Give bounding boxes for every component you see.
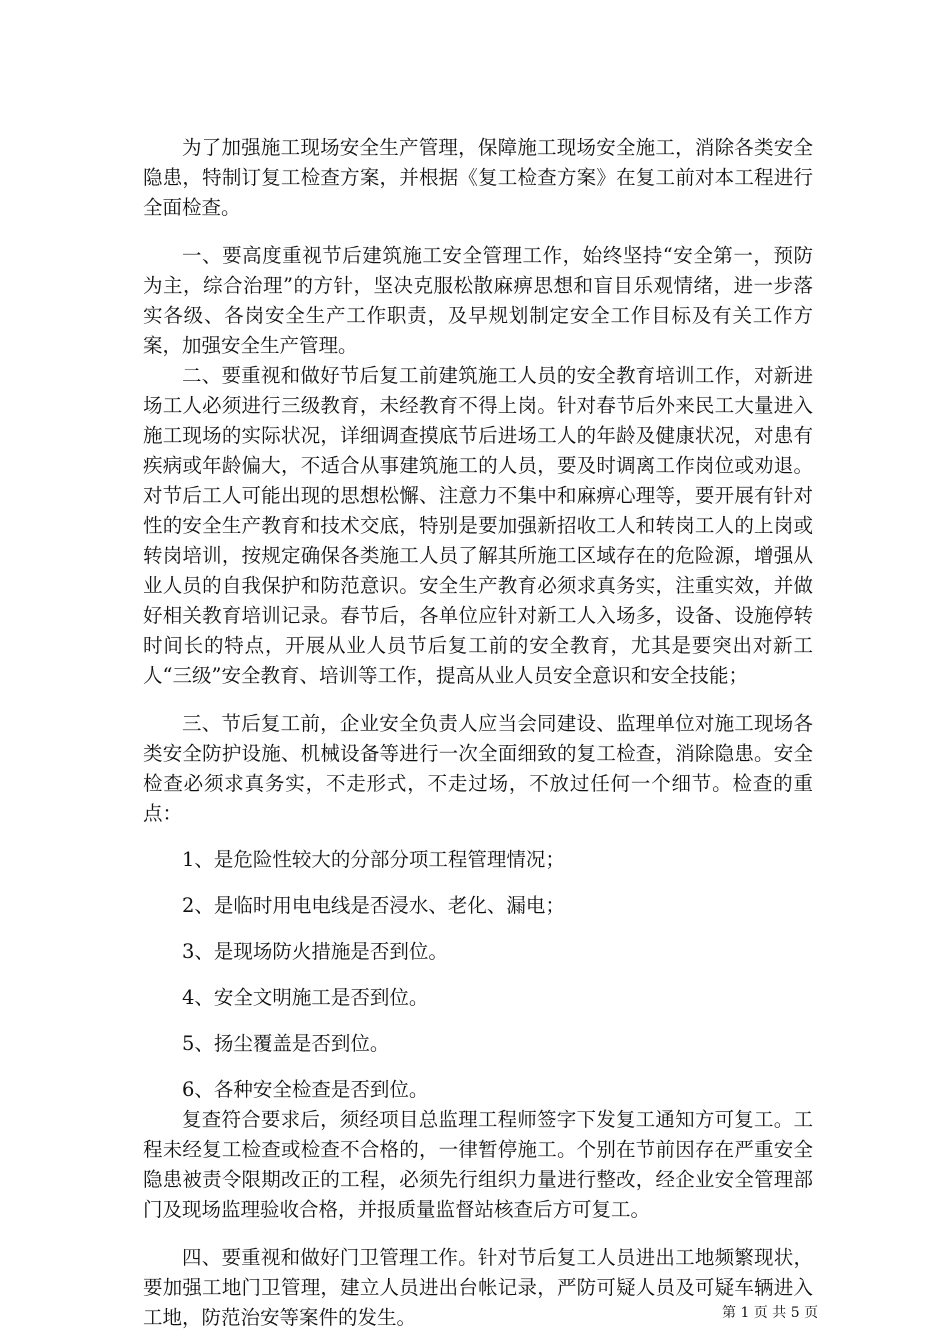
section-three-paragraph: 三、节后复工前，企业安全负责人应当会同建设、监理单位对施工现场各类安全防护设施、机械设备等进行一次全面细致的复工检查，消除隐患。安全检查必须求真务实，不走形式，不走过场，不放过任何一个细节。检查的重点： (143, 712, 813, 825)
section-two-paragraph: 二、要重视和做好节后复工前建筑施工人员的安全教育培训工作，对新进场工人必须进行三级教育，未经教育不得上岗。针对春节后外来民工大量进入施工现场的实际状况，详细调查摸底节后进场工人的年龄及健康状况，对患有疾病或年龄偏大，不适合从事建筑施工的人员，要及时调离工作岗位或劝退。对节后工人可能出现的思想松懈、注意力不集中和麻痹心理等，要开展有针对性的安全生产教育和技术交底，特别是要加强新招收工人和转岗工人的上岗或转岗培训，按规定确保各类施工人员了解其所施工区域存在的危险源，增强从业人员的自我保护和防范意识。安全生产教育必须求真务实，注重实效，并做好相关教育培训记录。春节后，各单位应针对新工人入场多，设备、设施停转时间长的特点，开展从业人员节后复工前的安全教育，尤其是要突出对新工人“三级”安全教育、培训等工作，提高从业人员安全意识和安全技能； (143, 364, 813, 687)
checklist-item-3: 3、是现场防火措施是否到位。 (182, 940, 448, 963)
checklist-item-2: 2、是临时用电电线是否浸水、老化、漏电； (182, 894, 565, 917)
document-body (143, 133, 813, 1333)
recheck-paragraph: 复查符合要求后，须经项目总监理工程师签字下发复工通知方可复工。工程未经复工检查或检查不合格的，一律暂停施工。个别在节前因存在严重安全隐患被责令限期改正的工程，必须先行组织力量进行整改，经企业安全管理部门及现场监理验收合格，并报质量监督站核查后方可复工。 (143, 1108, 813, 1221)
checklist-item-4: 4、安全文明施工是否到位。 (182, 986, 429, 1009)
section-one-paragraph: 一、要高度重视节后建筑施工安全管理工作，始终坚持“安全第一，预防为主，综合治理”的方针，坚决克服松散麻痹思想和盲目乐观情绪，进一步落实各级、各岗安全生产工作职责，及早规划制定安全工作目标及有关工作方案，加强安全生产管理。 (143, 244, 813, 357)
checklist-item-5: 5、扬尘覆盖是否到位。 (182, 1032, 390, 1055)
page-number-footer: 第 1 页 共 5 页 (722, 1305, 819, 1321)
checklist-item-6: 6、各种安全检查是否到位。 (182, 1078, 429, 1101)
checklist-item-1: 1、是危险性较大的分部分项工程管理情况； (182, 848, 565, 871)
section-four-paragraph: 四、要重视和做好门卫管理工作。针对节后复工人员进出工地频繁现状，要加强工地门卫管理，建立人员进出台帐记录，严防可疑人员及可疑车辆进入工地，防范治安等案件的发生。 (143, 1246, 813, 1329)
intro-paragraph: 为了加强施工现场安全生产管理，保障施工现场安全施工，消除各类安全隐患，特制订复工检查方案，并根据《复工检查方案》在复工前对本工程进行全面检查。 (143, 136, 813, 219)
